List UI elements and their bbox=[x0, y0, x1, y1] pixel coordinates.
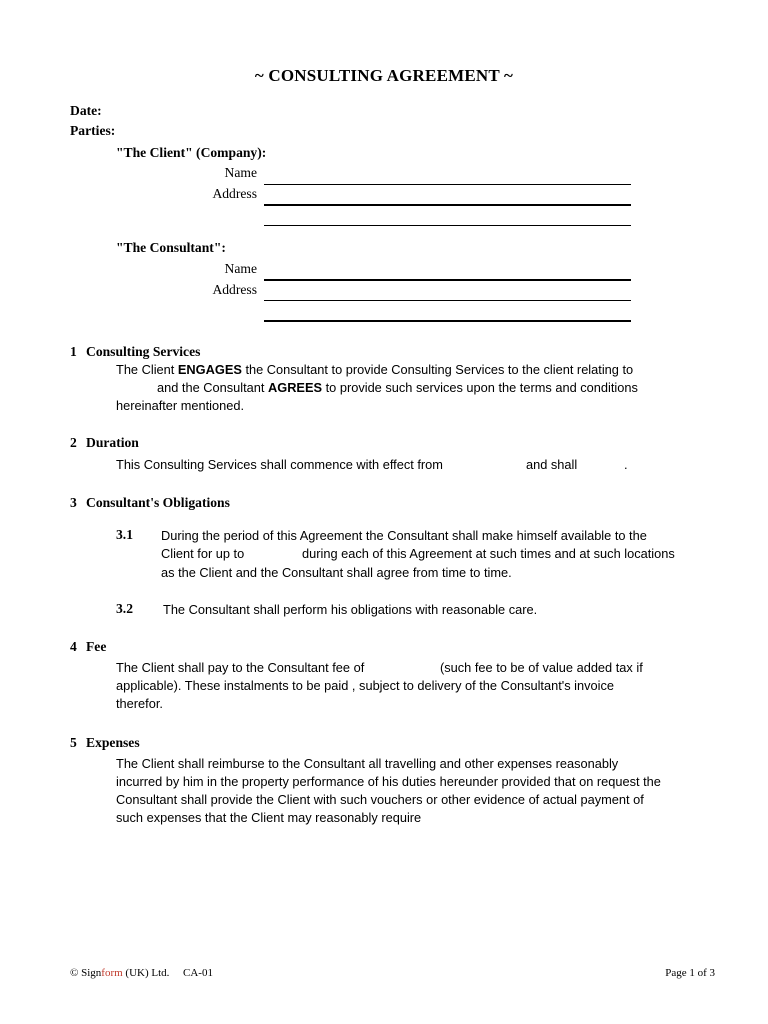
section-4-line-1a: The Client shall pay to the Consultant fee of bbox=[116, 660, 365, 675]
date-label: Date: bbox=[70, 103, 102, 118]
section-5-line-4: such expenses that the Client may reasonably require bbox=[116, 810, 422, 825]
client-address-line-1[interactable] bbox=[264, 204, 631, 206]
consultant-address-line-1[interactable] bbox=[264, 300, 631, 301]
client-name-line[interactable] bbox=[264, 184, 631, 185]
section-4-line-3: therefor. bbox=[116, 696, 163, 711]
section-2-text-a: This Consulting Services shall commence with effect from bbox=[116, 457, 443, 472]
clause-3-1-line-2b: during each of this Agreement at such times and at such locations bbox=[302, 546, 675, 561]
consultant-address-line-2[interactable] bbox=[264, 320, 631, 322]
clause-3-2-number: 3.2 bbox=[116, 601, 133, 616]
section-2-number: 2 bbox=[70, 435, 77, 450]
clause-3-1-line-2a: Client for up to bbox=[161, 546, 245, 561]
section-2-heading: Duration bbox=[86, 435, 139, 450]
footer-copyright: © Signform (UK) Ltd. bbox=[70, 967, 170, 979]
section-5-line-1: The Client shall reimburse to the Consultant all travelling and other expenses reasonably bbox=[116, 756, 619, 771]
client-heading: "The Client" (Company): bbox=[116, 145, 267, 160]
section-1-number: 1 bbox=[70, 344, 77, 359]
clause-3-2-text: The Consultant shall perform his obligations with reasonable care. bbox=[163, 602, 538, 617]
consultant-heading: "The Consultant": bbox=[116, 240, 226, 255]
document-title: ~ CONSULTING AGREEMENT ~ bbox=[254, 66, 514, 85]
section-4-line-1b: (such fee to be of value added tax if bbox=[440, 660, 643, 675]
parties-label: Parties: bbox=[70, 123, 116, 138]
section-2-text-c: . bbox=[624, 457, 628, 472]
footer-brand-form: form bbox=[101, 967, 123, 979]
consultant-address-label: Address bbox=[212, 282, 257, 297]
section-2-text-b: and shall bbox=[526, 457, 578, 472]
section-1-line-2: and the Consultant AGREES to provide such services upon the terms and conditions bbox=[157, 380, 638, 395]
section-5-number: 5 bbox=[70, 735, 77, 750]
section-5-heading: Expenses bbox=[86, 735, 140, 750]
section-5-line-2: incurred by him in the property performance of his duties hereunder provided that on request the bbox=[116, 774, 661, 789]
section-5-line-3: Consultant shall provide the Client with such vouchers or other evidence of actual payment of bbox=[116, 792, 644, 807]
section-4-number: 4 bbox=[70, 639, 77, 654]
clause-3-1-number: 3.1 bbox=[116, 527, 133, 542]
consultant-name-line[interactable] bbox=[264, 279, 631, 281]
consultant-name-label: Name bbox=[224, 261, 257, 276]
footer-code: CA-01 bbox=[183, 967, 213, 979]
section-4-line-2: applicable). These instalments to be paid , subject to delivery of the Consultant's invoice bbox=[116, 678, 615, 693]
client-address-line-2[interactable] bbox=[264, 225, 631, 226]
section-1-heading: Consulting Services bbox=[86, 344, 201, 359]
footer-page-number: Page 1 of 3 bbox=[665, 967, 715, 979]
section-3-heading: Consultant's Obligations bbox=[86, 495, 230, 510]
section-3-number: 3 bbox=[70, 495, 77, 510]
section-1-line-1: The Client ENGAGES the Consultant to provide Consulting Services to the client relating to bbox=[116, 362, 634, 377]
clause-3-1-line-1: During the period of this Agreement the Consultant shall make himself available to the bbox=[161, 528, 647, 543]
clause-3-1-line-3: as the Client and the Consultant shall agree from time to time. bbox=[161, 565, 512, 580]
client-name-label: Name bbox=[224, 165, 257, 180]
section-1-line-3: hereinafter mentioned. bbox=[116, 398, 245, 413]
client-address-label: Address bbox=[212, 186, 257, 201]
section-4-heading: Fee bbox=[86, 639, 107, 654]
